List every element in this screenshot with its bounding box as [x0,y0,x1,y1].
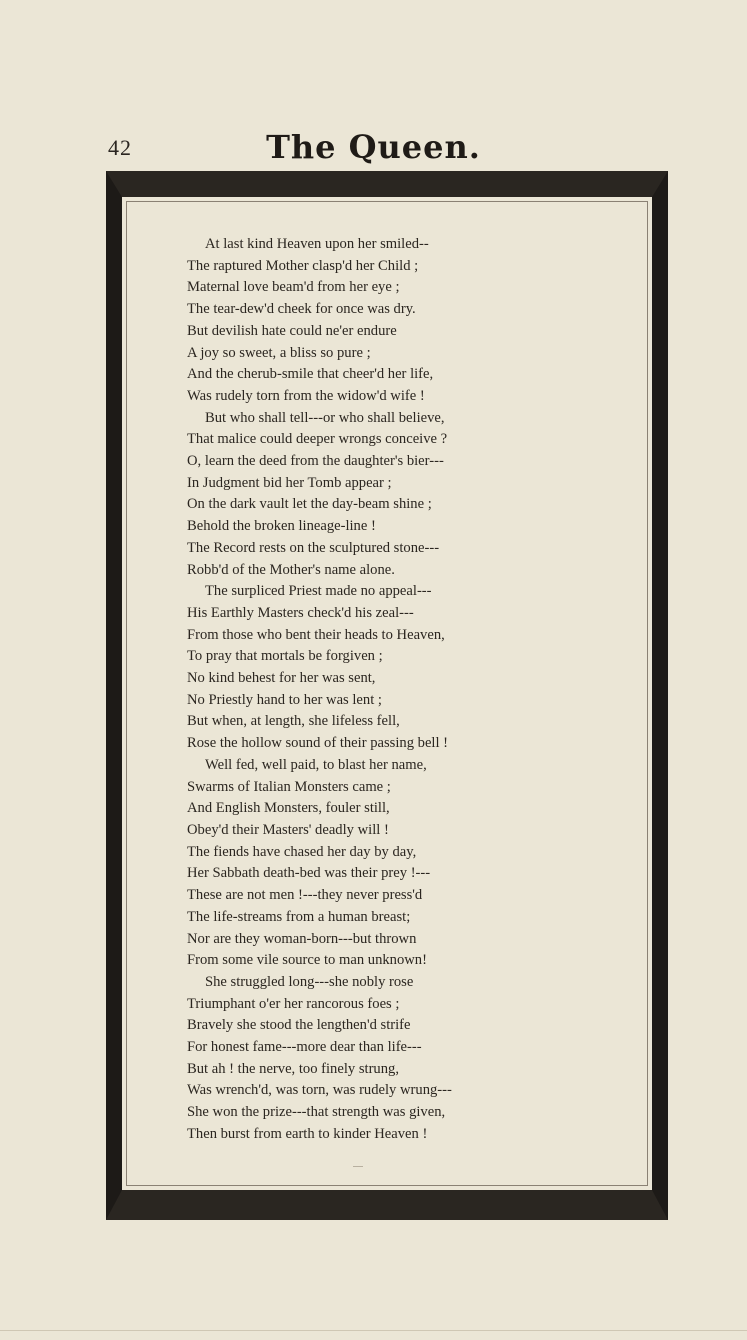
poem-line: Bravely she stood the lengthen'd strife [187,1017,411,1034]
poem-line: To pray that mortals be forgiven ; [187,648,383,665]
poem-line: Her Sabbath death-bed was their prey !--- [187,865,431,882]
poem-line: His Earthly Masters check'd his zeal--- [187,604,414,621]
poem-line: And the cherub-smile that cheer'd her life, [187,366,434,383]
page-bottom-edge [0,1330,747,1331]
poem-line: Well fed, well paid, to blast her name, [205,756,427,773]
end-rule [353,1166,363,1167]
poem-line: The raptured Mother clasp'd her Child ; [187,257,419,274]
poem-line: But when, at length, she lifeless fell, [187,713,400,730]
poem-line: A joy so sweet, a bliss so pure ; [187,344,371,361]
poem-line: On the dark vault let the day-beam shine ; [187,496,432,513]
poem-line: From those who bent their heads to Heaven, [187,626,445,643]
poem-line: That malice could deeper wrongs conceive ? [187,431,448,448]
running-title: The Queen. [266,128,481,166]
poem-line: These are not men !---they never press'd [187,887,423,904]
poem-line: The Record rests on the sculptured stone--- [187,539,440,556]
poem-line: No Priestly hand to her was lent ; [187,691,382,708]
poem-line: The tear-dew'd cheek for once was dry. [187,301,416,318]
poem-line: For honest fame---more dear than life--- [187,1039,422,1056]
poem-line: She struggled long---she nobly rose [205,973,414,990]
poem-line: O, learn the deed from the daughter's bier--- [187,453,444,470]
poem-line: And English Monsters, fouler still, [187,800,390,817]
poem-line: The fiends have chased her day by day, [187,843,417,860]
poem-line: Nor are they woman-born---but thrown [187,930,417,947]
poem-line: But ah ! the nerve, too finely strung, [187,1060,399,1077]
poem-text [187,234,547,1146]
poem-line: Maternal love beam'd from her eye ; [187,279,400,296]
poem-line: No kind behest for her was sent, [187,670,376,687]
poem-line: But who shall tell---or who shall believe, [205,409,445,426]
poem-line: The life-streams from a human breast; [187,908,411,925]
poem-line: Behold the broken lineage-line ! [187,518,376,535]
poem-line: Rose the hollow sound of their passing bell ! [187,735,449,752]
poem-line: Swarms of Italian Monsters came ; [187,778,391,795]
poem-line: The surpliced Priest made no appeal--- [205,583,432,600]
poem-line: Triumphant o'er her rancorous foes ; [187,995,400,1012]
poem-line: Obey'd their Masters' deadly will ! [187,821,389,838]
poem-line: Robb'd of the Mother's name alone. [187,561,395,578]
poem-line: But devilish hate could ne'er endure [187,322,397,339]
poem-line: At last kind Heaven upon her smiled-- [205,236,429,252]
poem-line: Was rudely torn from the widow'd wife ! [187,387,425,404]
poem-line: Then burst from earth to kinder Heaven ! [187,1125,428,1142]
page-number: 42 [108,135,132,160]
poem-line: In Judgment bid her Tomb appear ; [187,474,392,491]
poem-line: Was wrench'd, was torn, was rudely wrung--- [187,1082,452,1099]
poem-line: From some vile source to man unknown! [187,952,427,969]
poem-line: She won the prize---that strength was given, [187,1104,446,1121]
